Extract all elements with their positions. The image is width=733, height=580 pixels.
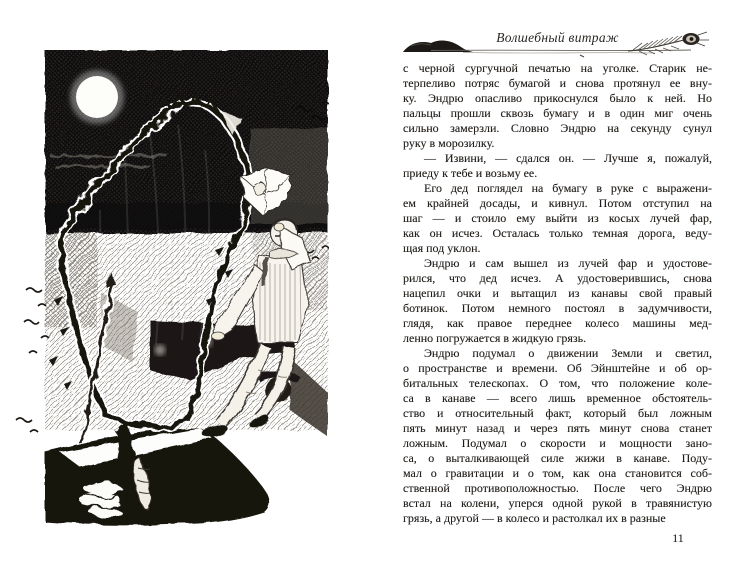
text-line: ленно погружается в жидкую грязь. <box>403 331 587 345</box>
text-line: о пространстве и времени. Об Эйнштейне и об ор- <box>403 361 712 375</box>
text-line: с черной сургучной печатью на уголке. Старик не- <box>403 61 712 75</box>
left-hand <box>212 332 225 340</box>
text-line: глядя, как правое переднее колесо машины мед- <box>403 316 712 330</box>
text-line: грязь, а другой — в колесо и растолкал их в разные <box>403 511 666 525</box>
text-line: са в канаве — всего лишь временное обстоятель- <box>403 391 712 405</box>
text-line: пять минут назад и через пять минут снова станет <box>403 421 712 435</box>
text-line: са, о выталкивающей силе жижи в канаве. Поду- <box>403 451 712 465</box>
center-tick <box>580 55 584 57</box>
text-line: встал на колени, уперся одной рукой в травянистую <box>403 496 712 510</box>
text-line: ложным. Подумал о скорости и мощности зано- <box>403 436 712 450</box>
text-line: Эндрю подумал о движении Земли и светил, <box>424 346 712 360</box>
text-column <box>403 61 712 526</box>
text-line: щая под уклон. <box>403 241 481 255</box>
running-head: Волшебный витраж <box>496 30 619 45</box>
night-sky <box>45 50 329 233</box>
text-line: Эндрю и сам вышел из лучей фар и удостове- <box>424 256 712 270</box>
text-line: ку. Эндрю опасливо прикоснулся было к ней. Но <box>403 91 712 105</box>
text-line: Его дед поглядел на бумагу в руке с выражени- <box>424 181 712 195</box>
text-line: мал о гравитации и о том, как она становится соб- <box>403 466 712 480</box>
headlight-glow <box>155 345 166 356</box>
text-line: шаг — и стоило ему выйти из косых лучей фар, <box>403 211 712 225</box>
text-line: битальных телескопах. О том, что положение коле- <box>403 376 712 390</box>
head-rule <box>431 50 691 51</box>
text-line: как он исчез. Осталась только темная дорога, веду- <box>403 226 712 240</box>
mud-puddle <box>45 428 269 526</box>
text-line: терпеливо потряс бумагой и снова протянул ее вну- <box>403 76 712 90</box>
text-line: ство и относительный факт, который был ложным <box>403 406 712 420</box>
text-line: пальцы прошли сквозь бумагу и в один миг очень <box>403 106 712 120</box>
text-line: ственной противоположностью. После чего Эндрю <box>403 481 712 495</box>
raised-hand <box>274 223 284 231</box>
text-line: руку в морозилку. <box>403 136 495 150</box>
text-line: ем крайней досады, и кивнул. Потом отступил на <box>403 196 712 210</box>
text-line: — Извини, — сдался он. — Лучше я, пожалуй, <box>424 151 712 165</box>
text-line: приеду к тебе и возьму ее. <box>403 166 538 180</box>
left-page-illustration <box>8 50 329 528</box>
page-number: 11 <box>672 531 684 545</box>
text-line: ботинок. Потом немного постоял в задумчивости, <box>403 301 712 315</box>
text-line: нацепил очки и вытащил из канавы свой правый <box>403 286 712 300</box>
text-line: рился, что дед исчез. А удостоверившись, снова <box>403 271 712 285</box>
text-line: сильно замерзли. Словно Эндрю на секунду сунул <box>403 121 712 135</box>
